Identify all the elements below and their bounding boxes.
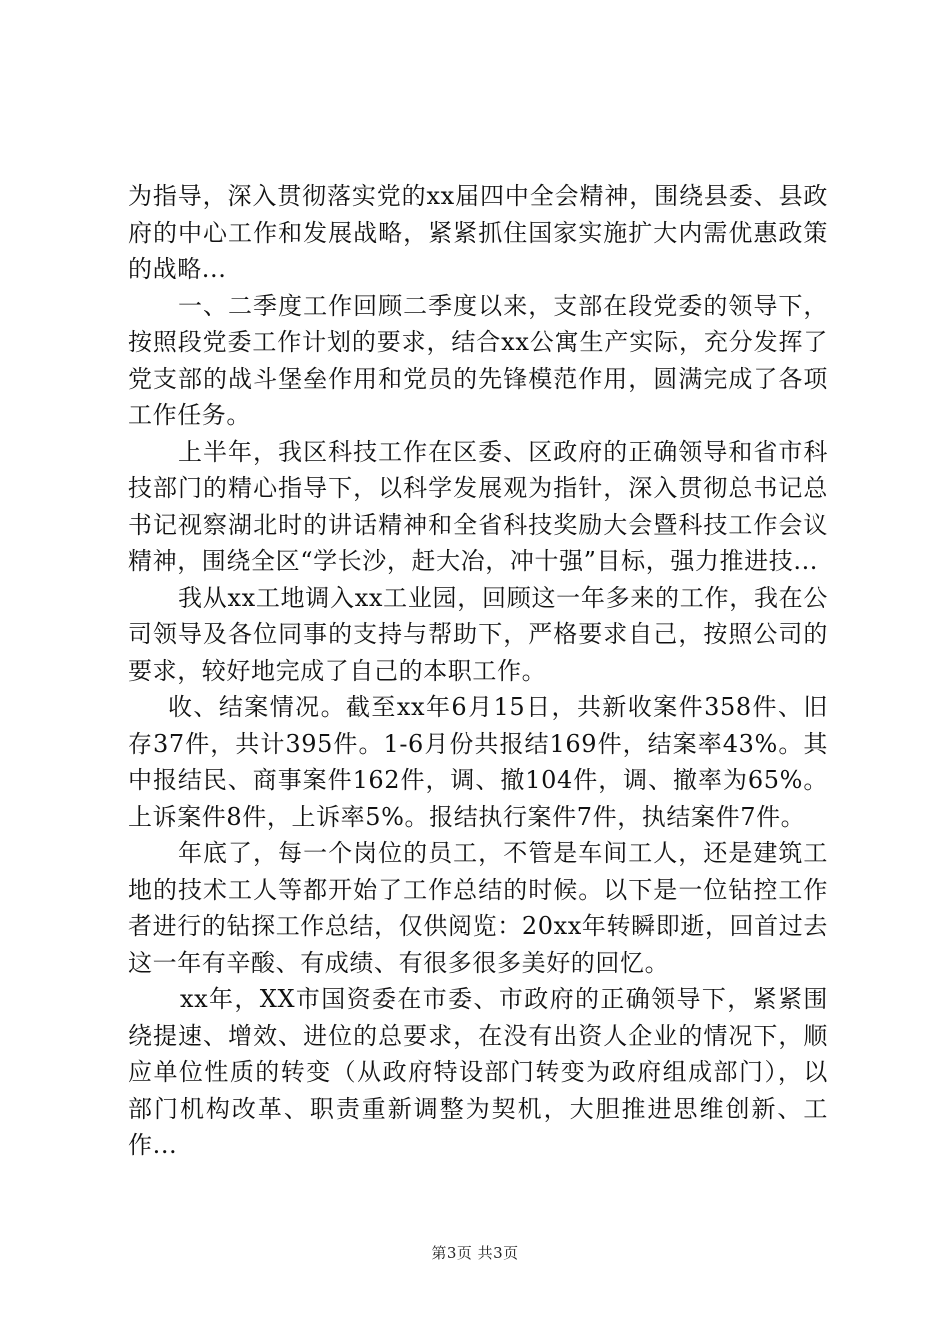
paragraph-2: 一、二季度工作回顾二季度以来，支部在段党委的领导下，按照段党委工作计划的要求，结合xx公寓生产实际，充分发挥了党支部的战斗堡垒作用和党员的先锋模范作用，圆满完成了各项工作任务。 — [128, 291, 828, 429]
page-number-footer: 第3页 共3页 — [431, 1244, 519, 1262]
paragraph-1: 为指导，深入贯彻落实党的xx届四中全会精神，围绕县委、县政府的中心工作和发展战略，紧紧抓住国家实施扩大内需优惠政策的战略... — [128, 182, 828, 283]
document-body — [128, 178, 828, 1164]
paragraph-7: xx年，XX市国资委在市委、市政府的正确领导下，紧紧围绕提速、增效、进位的总要求，在没有出资人企业的情况下，顺应单位性质的转变（从政府特设部门转变为政府组成部门），以部门机构改革、职责重新调整为契机，大胆推进思维创新、工作... — [128, 985, 828, 1159]
paragraph-5: 收、结案情况。截至xx年6月15日，共新收案件358件、旧存37件，共计395件。1-6月份共报结169件，结案率43%。其中报结民、商事案件162件，调、撤104件，调、撤率为65%。上诉案件8件，上诉率5%。报结执行案件7件，执结案件7件。 — [128, 693, 828, 831]
paragraph-6: 年底了，每一个岗位的员工，不管是车间工人，还是建筑工地的技术工人等都开始了工作总结的时候。以下是一位钻控工作者进行的钻探工作总结，仅供阅览：20xx年转瞬即逝，回首过去这一年有辛酸、有成绩、有很多很多美好的回忆。 — [128, 839, 828, 977]
paragraph-3: 上半年，我区科技工作在区委、区政府的正确领导和省市科技部门的精心指导下，以科学发展观为指针，深入贯彻总书记总书记视察湖北时的讲话精神和全省科技奖励大会暨科技工作会议精神，围绕全区“学长沙，赶大冶，冲十强”目标，强力推进技... — [128, 437, 828, 575]
paragraph-4: 我从xx工地调入xx工业园，回顾这一年多来的工作，我在公司领导及各位同事的支持与帮助下，严格要求自己，按照公司的要求，较好地完成了自己的本职工作。 — [128, 583, 828, 685]
